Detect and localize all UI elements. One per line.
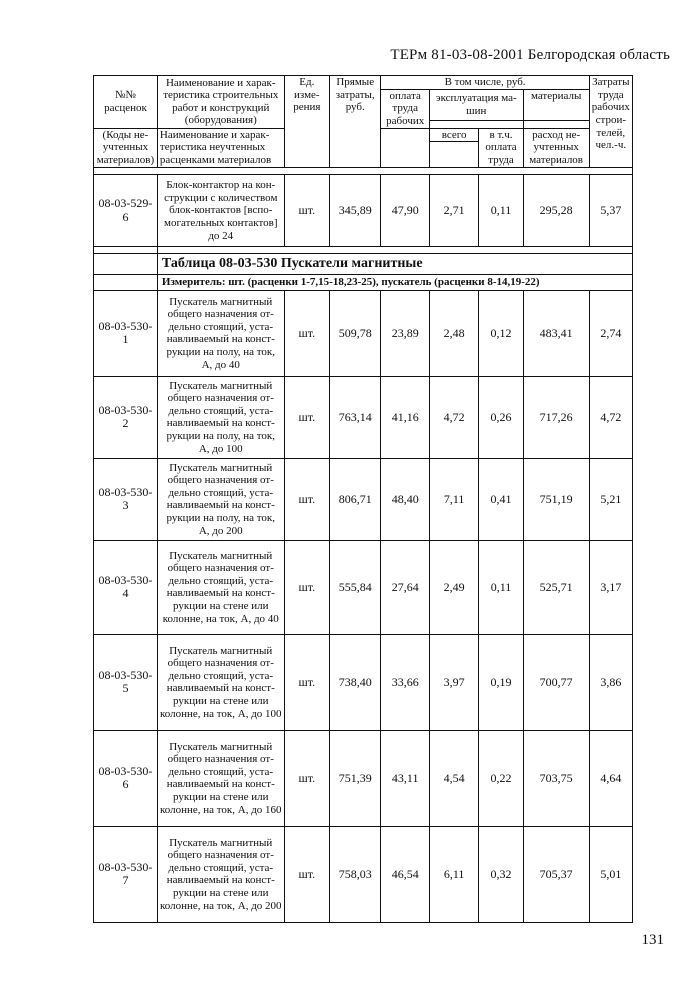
rate-code: 08-03-530-3 (94, 458, 158, 540)
rate-name: Пускатель магнитный общего назначения от-дельно стоящий, уста-навливаемый на конст-рукции на полу, на ток, А, до 100 (157, 376, 284, 458)
rate-labor-hours: 3,17 (589, 540, 632, 634)
rate-direct: 509,78 (329, 290, 381, 376)
table-row (94, 730, 633, 826)
rate-name: Пускатель магнитный общего назначения от-дельно стоящий, уста-навливаемый на конст-рукции на стене или колонне, на ток, А, до 40 (157, 540, 284, 634)
rate-labor-pay: 43,11 (381, 730, 429, 826)
page-number: 131 (641, 932, 664, 948)
rate-unit: шт. (284, 290, 329, 376)
rate-labor-hours: 4,72 (589, 376, 632, 458)
rate-unit: шт. (284, 376, 329, 458)
header-unit: Ед. изме-рения (284, 76, 329, 168)
rate-direct: 758,03 (329, 826, 381, 922)
header-labor-cost: Затраты труда рабочих строи-телей, чел.-ч. (589, 76, 632, 168)
rate-labor-pay: 46,54 (381, 826, 429, 922)
page-header-title: ТЕРм 81-03-08-2001 Белгородская область (390, 47, 670, 63)
rate-labor-pay: 33,66 (381, 634, 429, 730)
rate-name: Пускатель магнитный общего назначения от-дельно стоящий, уста-навливаемый на конст-рукции на стене или колонне, на ток, А, до 160 (157, 730, 284, 826)
header-code-alt: (Коды не-учтенных материалов) (94, 128, 158, 168)
rate-direct: 555,84 (329, 540, 381, 634)
rate-direct: 345,89 (329, 175, 381, 247)
rate-name: Пускатель магнитный общего назначения от-дельно стоящий, уста-навливаемый на конст-рукции на стене или колонне, на ток, А, до 100 (157, 634, 284, 730)
rate-machines-total: 4,54 (429, 730, 478, 826)
rate-labor-hours: 3,86 (589, 634, 632, 730)
header-materials-alt: расход не-учтенных материалов (523, 128, 589, 168)
header-including: В том числе, руб. (381, 76, 589, 90)
table-row (94, 376, 633, 458)
rate-unit: шт. (284, 730, 329, 826)
rate-labor-hours: 2,74 (589, 290, 632, 376)
rate-code: 08-03-530-2 (94, 376, 158, 458)
rate-unit: шт. (284, 458, 329, 540)
table-row (94, 290, 633, 376)
rate-code: 08-03-529-6 (94, 175, 158, 247)
rate-code: 08-03-530-1 (94, 290, 158, 376)
rate-machines-labor: 0,32 (479, 826, 523, 922)
rate-materials: 295,28 (523, 175, 589, 247)
rate-materials: 705,37 (523, 826, 589, 922)
rate-machines-labor: 0,11 (479, 540, 523, 634)
rate-machines-total: 6,11 (429, 826, 478, 922)
rate-materials: 751,19 (523, 458, 589, 540)
rate-machines-total: 7,11 (429, 458, 478, 540)
header-direct-costs: Прямые затраты, руб. (329, 76, 381, 168)
rate-code: 08-03-530-6 (94, 730, 158, 826)
rate-machines-labor: 0,19 (479, 634, 523, 730)
rate-machines-labor: 0,41 (479, 458, 523, 540)
rate-machines-labor: 0,12 (479, 290, 523, 376)
rate-name: Блок-контактор на кон-струкции с количеством блок-контактов [вспо-могательных контактов] до 24 (157, 175, 284, 247)
rate-materials: 703,75 (523, 730, 589, 826)
header-code: №№ расценок (94, 76, 158, 129)
rate-labor-pay: 41,16 (381, 376, 429, 458)
rate-name: Пускатель магнитный общего назначения от-дельно стоящий, уста-навливаемый на конст-рукции на стене или колонне, на ток, А, до 200 (157, 826, 284, 922)
rate-labor-hours: 5,37 (589, 175, 632, 247)
rate-machines-total: 2,71 (429, 175, 478, 247)
rate-machines-total: 4,72 (429, 376, 478, 458)
rate-labor-pay: 27,64 (381, 540, 429, 634)
rate-unit: шт. (284, 175, 329, 247)
header-labor-pay: оплата труда рабочих (381, 89, 429, 128)
header-machines-total: всего (429, 128, 478, 142)
rate-machines-labor: 0,26 (479, 376, 523, 458)
rate-labor-hours: 5,01 (589, 826, 632, 922)
header-machines-labor: в т.ч. оплата труда (479, 128, 523, 168)
rate-code: 08-03-530-5 (94, 634, 158, 730)
header-name-alt: Наименование и харак-теристика неучтенных расценками материалов (157, 128, 284, 168)
header-materials: материалы (523, 89, 589, 120)
table-body (94, 290, 633, 922)
rate-direct: 763,14 (329, 376, 381, 458)
table-row (94, 175, 633, 247)
rate-unit: шт. (284, 826, 329, 922)
rate-labor-hours: 4,64 (589, 730, 632, 826)
table-row (94, 826, 633, 922)
rate-materials: 483,41 (523, 290, 589, 376)
table-row (94, 540, 633, 634)
section-title: Таблица 08-03-530 Пускатели магнитные (157, 254, 632, 275)
rate-unit: шт. (284, 634, 329, 730)
rate-labor-pay: 48,40 (381, 458, 429, 540)
rate-labor-hours: 5,21 (589, 458, 632, 540)
rate-machines-labor: 0,11 (479, 175, 523, 247)
rate-materials: 525,71 (523, 540, 589, 634)
rate-direct: 751,39 (329, 730, 381, 826)
table-header (94, 76, 633, 168)
header-machines: эксплуатация ма-шин (429, 89, 523, 120)
rate-materials: 700,77 (523, 634, 589, 730)
rate-labor-pay: 23,89 (381, 290, 429, 376)
rate-code: 08-03-530-4 (94, 540, 158, 634)
header-name: Наименование и харак-теристика строительных работ и конструкций (оборудования) (157, 76, 284, 129)
rate-name: Пускатель магнитный общего назначения от-дельно стоящий, уста-навливаемый на конст-рукции на полу, на ток, А, до 200 (157, 458, 284, 540)
section-meter: Измеритель: шт. (расценки 1-7,15-18,23-25), пускатель (расценки 8-14,19-22) (157, 275, 632, 291)
rate-labor-pay: 47,90 (381, 175, 429, 247)
rate-unit: шт. (284, 540, 329, 634)
rate-code: 08-03-530-7 (94, 826, 158, 922)
table-row (94, 634, 633, 730)
rate-materials: 717,26 (523, 376, 589, 458)
rate-machines-total: 2,49 (429, 540, 478, 634)
rate-name: Пускатель магнитный общего назначения от-дельно стоящий, уста-навливаемый на конст-рукции на полу, на ток, А, до 40 (157, 290, 284, 376)
rates-table (93, 75, 633, 923)
rate-machines-total: 2,48 (429, 290, 478, 376)
table-row (94, 458, 633, 540)
rate-machines-labor: 0,22 (479, 730, 523, 826)
rate-direct: 738,40 (329, 634, 381, 730)
rate-machines-total: 3,97 (429, 634, 478, 730)
rate-direct: 806,71 (329, 458, 381, 540)
